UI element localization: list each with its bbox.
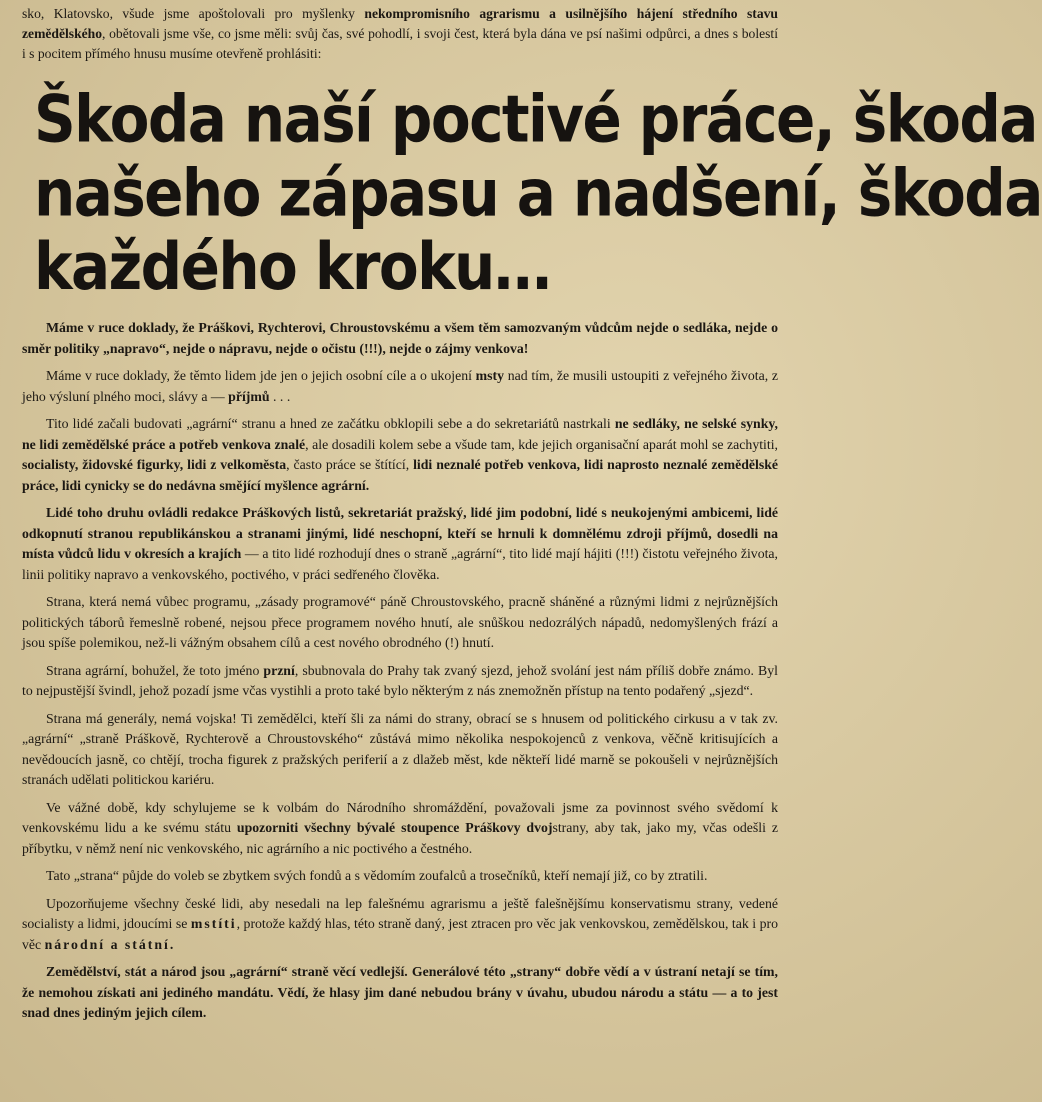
paragraph-6: Strana agrární, bohužel, že toto jméno przní, sbubnovala do Prahy tak zvaný sjezd, jehož svolání jest nám příliš dobře známo. Byl to nejpustější švindl, jehož pozadí jsme včas vystihli a proto také bylo některým z nás znemožněn přístup na tento podařený „sjezd“. xyxy=(22,662,778,698)
paragraph-8: Ve vážné době, kdy schylujeme se k volbám do Národního shromáždění, považovali jsme za povinnost svého svědomí k venkovskému lidu a ke svému státu upozorniti všechny bývalé stoupence Práškovy dvojstrany, aby tak, jako my, včas odešli z příbytku, v němž není nic venkovského, nic agrárního a nic poctivého a čestného. xyxy=(22,799,778,856)
paragraph-1: Máme v ruce doklady, že Práškovi, Rychterovi, Chroustovskému a všem těm samozvaným vůdcům nejde o sedláka, nejde o směr politiky „napravo“, nejde o nápravu, nejde o očistu (!!!), nejde o zájmy venkova! xyxy=(22,320,778,356)
paragraph-11: Zemědělství, stát a národ jsou „agrární“ straně věcí vedlejší. Generálové této „strany“ dobře vědí a v ústraní netají se tím, že nemohou získati ani jediného mandátu. Vědí, že hlasy jim dané nebudou brány v úvahu, ubudou národu a státu — a to jest snad dnes jediným jejich cílem. xyxy=(22,964,778,1020)
article-body xyxy=(22,318,778,1024)
paragraph-10: Upozorňujeme všechny české lidi, aby nesedali na lep falešnému agrarismu a ještě falešnějšímu konservatismu strany, vedené socialisty a lidmi, jdoucími se mstíti, protože každý hlas, této straně daný, jest ztracen pro věc jak venkovskou, zemědělskou, tak i pro věc národní a státní. xyxy=(22,895,779,952)
headline-line-1: Škoda naší poctivé práce, škoda xyxy=(34,80,1037,158)
paragraph-7: Strana má generály, nemá vojska! Ti zemědělci, kteří šli za námi do strany, obrací se s hnusem od politického cirkusu a v tak zv. „agrární“ „straně Práškově, Rychterově a Chroustovského“ zůstává mimo několika nespokojenců z venkova, věčně kritisujících a nevědoucích jasně, co chtějí, trocha figurek z pražských periferií a z dlažeb měst, kde někteří lidé marně se pokoušeli v nejrůznějších stranách udělati politickou kariéru. xyxy=(22,710,778,787)
intro-bold: nekompromisního agrarismu a usilnějšího hájení středního stavu zemědělského xyxy=(22,6,778,41)
paragraph-4: Lidé toho druhu ovládli redakce Práškových listů, sekretariát pražský, lidé jim podobní, lidé s neukojenými ambicemi, lidé odkopnutí stranou republikánskou a stranami jinými, lidé neschopní, kteří se hrnuli k domnělému zdroji příjmů, dosedli na místa vůdců lidu v okresích a krajích — a tito lidé rozhodují dnes o straně „agrární“, tito lidé mají hájiti (!!!) čistotu veřejného života, linii politiky napravo a venkovského, poctivého, v práci sedřeného člověka. xyxy=(22,505,778,582)
headline-line-3: každého kroku… xyxy=(34,228,551,305)
paragraph-2: Máme v ruce doklady, že těmto lidem jde jen o jejich osobní cíle a o ukojení msty nad tím, že musili ustoupiti z veřejného života, z jeho výsluní plného moci, slávy a — příjmů . . . xyxy=(22,368,778,404)
intro-text-end: , obětovali jsme vše, co jsme měli: svůj čas, své pohodlí, i svoji čest, která byla dána ve psí našimi odpůrci, a dnes s bolestí i s pocitem přímého hnusu musíme otevřeně prohlásiti: xyxy=(22,26,778,61)
paragraph-9: Tato „strana“ půjde do voleb se zbytkem svých fondů a s vědomím zoufalců a trosečníků, kteří nemají již, co by ztratili. xyxy=(46,868,708,883)
headline-line-2: našeho zápasu a nadšení, škoda xyxy=(34,154,1042,231)
paragraph-5: Strana, která nemá vůbec programu, „zásady programové“ páně Chroustovského, pracně sháněné a různými lidmi z nejrůznějších politických táborů řemeslně robené, nejsou přece programem nového hnutí, ale snůškou nedozrálých nápadů, nedomyšlených frází a jsou spíše polemikou, než-li vážným obsahem cílů a cest nového obrodného (!) hnutí. xyxy=(22,594,778,650)
intro-text: sko, Klatovsko, všude jsme apoštolovali pro myšlenky xyxy=(22,6,365,21)
headline xyxy=(34,80,1042,305)
intro-paragraph xyxy=(22,4,778,64)
paragraph-3: Tito lidé začali budovati „agrární“ stranu a hned ze začátku obklopili sebe a do sekretariátů nastrkali ne sedláky, ne selské synky, ne lidi zemědělské práce a potřeb venkova znalé, ale dosadili kolem sebe a všude tam, kde jejich organisační aparát mohl se zachytiti, socialisty, židovské figurky, lidi z velkoměsta, často práce se štítící, lidi neznalé potřeb venkova, lidi naprosto neznalé zemědělské práce, lidi cynicky se do nedávna smějící myšlence agrární. xyxy=(22,416,778,493)
